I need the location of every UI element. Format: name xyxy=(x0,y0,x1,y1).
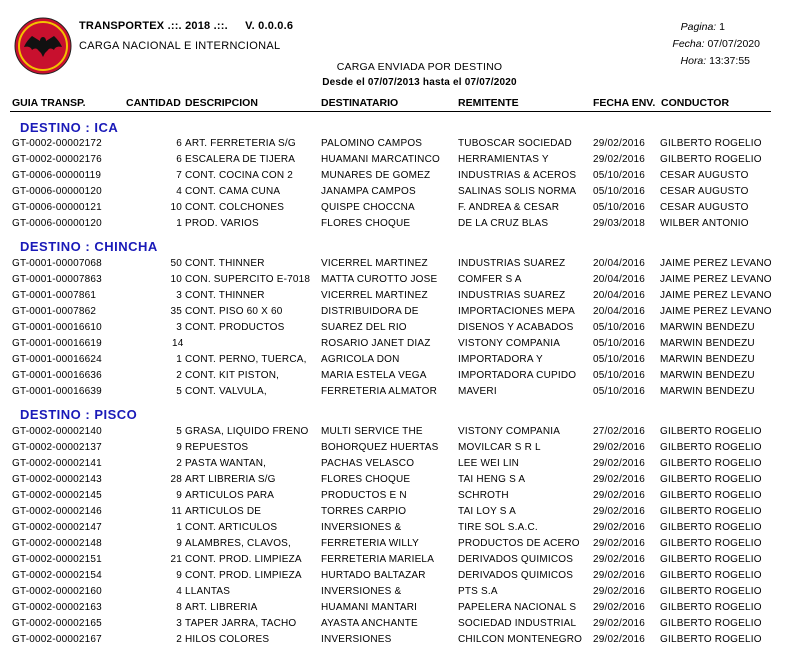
group-title-chincha: DESTINO : CHINCHA xyxy=(20,239,158,254)
cell-guia: GT-0002-00002148 xyxy=(12,538,102,549)
cell-cantidad: 21 xyxy=(170,554,182,565)
cell-remitente: SCHROTH xyxy=(458,490,509,501)
cell-fecha: 20/04/2016 xyxy=(593,274,646,285)
table-row xyxy=(0,218,785,233)
cell-descripcion: ARTICULOS DE xyxy=(185,506,262,517)
table-row xyxy=(0,474,785,489)
cell-destinatario: FLORES CHOQUE xyxy=(321,218,411,229)
cell-destinatario: TORRES CARPIO xyxy=(321,506,407,517)
table-row xyxy=(0,338,785,353)
cell-destinatario: DISTRIBUIDORA DE xyxy=(321,306,419,317)
cell-fecha: 20/04/2016 xyxy=(593,258,646,269)
app-version: V. 0.0.0.6 xyxy=(245,20,294,32)
cell-fecha: 05/10/2016 xyxy=(593,338,646,349)
cell-conductor: GILBERTO ROGELIO xyxy=(660,458,762,469)
cell-cantidad: 7 xyxy=(176,170,182,181)
cell-cantidad: 3 xyxy=(176,618,182,629)
table-row xyxy=(0,138,785,153)
cell-descripcion: CONT. PERNO, TUERCA, xyxy=(185,354,307,365)
cell-guia: GT-0002-00002172 xyxy=(12,138,102,149)
cell-conductor: MARWIN BENDEZU xyxy=(660,386,755,397)
cell-destinatario: PALOMINO CAMPOS xyxy=(321,138,423,149)
col-cantidad: CANTIDAD xyxy=(126,97,181,109)
cell-cantidad: 1 xyxy=(176,354,182,365)
cell-conductor: GILBERTO ROGELIO xyxy=(660,522,762,533)
cell-descripcion: ARTICULOS PARA xyxy=(185,490,275,501)
cell-conductor: MARWIN BENDEZU xyxy=(660,354,755,365)
table-row xyxy=(0,258,785,273)
cell-guia: GT-0002-00002143 xyxy=(12,474,102,485)
col-destinatario: DESTINATARIO xyxy=(321,97,399,109)
table-row xyxy=(0,570,785,585)
cell-remitente: TUBOSCAR SOCIEDAD xyxy=(458,138,572,149)
cell-remitente: SOCIEDAD INDUSTRIAL xyxy=(458,618,577,629)
cell-descripcion: CONT. COLCHONES xyxy=(185,202,285,213)
cell-cantidad: 4 xyxy=(176,186,182,197)
cell-descripcion: CONT. THINNER xyxy=(185,290,265,301)
cell-fecha: 29/02/2016 xyxy=(593,474,646,485)
cell-conductor: MARWIN BENDEZU xyxy=(660,322,755,333)
cell-fecha: 29/02/2016 xyxy=(593,602,646,613)
cell-fecha: 29/02/2016 xyxy=(593,458,646,469)
cell-destinatario: JANAMPA CAMPOS xyxy=(321,186,416,197)
table-row xyxy=(0,322,785,337)
table-row xyxy=(0,154,785,169)
cell-guia: GT-0001-00016619 xyxy=(12,338,102,349)
group-title-pisco: DESTINO : PISCO xyxy=(20,407,138,422)
cell-conductor: JAIME PEREZ LEVANO xyxy=(660,290,772,301)
cell-destinatario: FERRETERIA WILLY xyxy=(321,538,420,549)
cell-guia: GT-0006-00000119 xyxy=(12,170,102,181)
cell-cantidad: 9 xyxy=(176,570,182,581)
table-row xyxy=(0,458,785,473)
cell-descripcion: CON. SUPERCITO E-7018 xyxy=(185,274,311,285)
cell-descripcion: CONT. PROD. LIMPIEZA xyxy=(185,554,302,565)
cell-cantidad: 11 xyxy=(171,506,182,517)
cell-descripcion: CONT. PISO 60 X 60 xyxy=(185,306,283,317)
page-value: 1 xyxy=(719,21,725,33)
cell-conductor: GILBERTO ROGELIO xyxy=(660,538,762,549)
cell-guia: GT-0002-00002140 xyxy=(12,426,102,437)
cell-cantidad: 5 xyxy=(176,426,182,437)
cell-descripcion: HILOS COLORES xyxy=(185,634,270,645)
cell-cantidad: 35 xyxy=(170,306,182,317)
cell-remitente: TAI HENG S A xyxy=(458,474,526,485)
cell-conductor: CESAR AUGUSTO xyxy=(660,202,749,213)
cell-conductor: GILBERTO ROGELIO xyxy=(660,570,762,581)
cell-destinatario: INVERSIONES & xyxy=(321,586,402,597)
cell-conductor: MARWIN BENDEZU xyxy=(660,338,755,349)
cell-fecha: 29/02/2016 xyxy=(593,570,646,581)
table-row xyxy=(0,170,785,185)
cell-destinatario: PACHAS VELASCO xyxy=(321,458,415,469)
cell-conductor: CESAR AUGUSTO xyxy=(660,170,749,181)
cell-fecha: 29/02/2016 xyxy=(593,538,646,549)
cell-destinatario: HUAMANI MARCATINCO xyxy=(321,154,440,165)
col-remitente: REMITENTE xyxy=(458,97,519,109)
cell-fecha: 29/02/2016 xyxy=(593,490,646,501)
table-row xyxy=(0,386,785,401)
cell-conductor: WILBER ANTONIO xyxy=(660,218,749,229)
cell-destinatario: VICERREL MARTINEZ xyxy=(321,258,428,269)
cell-descripcion: CONT. ARTICULOS xyxy=(185,522,278,533)
cell-descripcion: ESCALERA DE TIJERA xyxy=(185,154,296,165)
cell-descripcion: PASTA WANTAN, xyxy=(185,458,267,469)
cell-cantidad: 2 xyxy=(176,458,182,469)
group-title-ica: DESTINO : ICA xyxy=(20,120,119,135)
cell-fecha: 27/02/2016 xyxy=(593,426,646,437)
cell-guia: GT-0001-00007863 xyxy=(12,274,102,285)
cell-fecha: 05/10/2016 xyxy=(593,202,646,213)
cell-fecha: 05/10/2016 xyxy=(593,386,646,397)
cell-cantidad: 6 xyxy=(176,138,182,149)
cell-remitente: DERIVADOS QUIMICOS xyxy=(458,570,574,581)
cell-guia: GT-0001-00007068 xyxy=(12,258,102,269)
cell-guia: GT-0006-00000120 xyxy=(12,218,102,229)
cell-descripcion: PROD. VARIOS xyxy=(185,218,259,229)
cell-conductor: CESAR AUGUSTO xyxy=(660,186,749,197)
cell-cantidad: 1 xyxy=(176,522,182,533)
cell-remitente: INDUSTRIAS SUAREZ xyxy=(458,290,566,301)
cell-guia: GT-0001-00016624 xyxy=(12,354,102,365)
cell-descripcion: TAPER JARRA, TACHO xyxy=(185,618,297,629)
cell-cantidad: 50 xyxy=(170,258,182,269)
cell-fecha: 29/02/2016 xyxy=(593,506,646,517)
column-headers xyxy=(0,97,785,111)
cell-cantidad: 10 xyxy=(170,274,182,285)
cell-conductor: GILBERTO ROGELIO xyxy=(660,442,762,453)
cell-guia: GT-0001-0007861 xyxy=(12,290,97,301)
cell-guia: GT-0002-00002147 xyxy=(12,522,102,533)
date-label: Fecha: xyxy=(672,38,705,50)
cell-remitente: TIRE SOL S.A.C. xyxy=(458,522,538,533)
cell-remitente: SALINAS SOLIS NORMA xyxy=(458,186,577,197)
table-row xyxy=(0,602,785,617)
cell-conductor: JAIME PEREZ LEVANO xyxy=(660,306,772,317)
cell-conductor: GILBERTO ROGELIO xyxy=(660,506,762,517)
cell-remitente: VISTONY COMPAÑIA xyxy=(458,426,561,437)
time-value: 13:37:55 xyxy=(709,55,750,67)
cell-fecha: 05/10/2016 xyxy=(593,370,646,381)
cell-remitente: IMPORTADORA Y xyxy=(458,354,543,365)
cell-guia: GT-0001-0007862 xyxy=(12,306,97,317)
cell-conductor: GILBERTO ROGELIO xyxy=(660,426,762,437)
cell-remitente: VISTONY COMPAÑIA xyxy=(458,338,561,349)
cell-descripcion: REPUESTOS xyxy=(185,442,249,453)
cell-cantidad: 14 xyxy=(172,338,184,349)
cell-cantidad: 10 xyxy=(170,202,182,213)
cell-guia: GT-0001-00016639 xyxy=(12,386,102,397)
table-row xyxy=(0,538,785,553)
table-row xyxy=(0,490,785,505)
cell-remitente: INDUSTRIAS SUAREZ xyxy=(458,258,566,269)
cell-destinatario: INVERSIONES xyxy=(321,634,392,645)
col-guia: GUIA TRANSP. xyxy=(12,97,86,109)
cell-destinatario: MATTA CUROTTO JOSE xyxy=(321,274,438,285)
cell-descripcion: CONT. THINNER xyxy=(185,258,265,269)
cell-fecha: 29/02/2016 xyxy=(593,634,646,645)
cell-remitente: MOVILCAR S R L xyxy=(458,442,541,453)
cell-conductor: GILBERTO ROGELIO xyxy=(660,602,762,613)
cell-conductor: GILBERTO ROGELIO xyxy=(660,490,762,501)
table-row xyxy=(0,186,785,201)
cell-remitente: DERIVADOS QUIMICOS xyxy=(458,554,574,565)
cell-cantidad: 9 xyxy=(176,490,182,501)
cell-conductor: GILBERTO ROGELIO xyxy=(660,138,762,149)
cell-conductor: GILBERTO ROGELIO xyxy=(660,554,762,565)
cell-guia: GT-0002-00002167 xyxy=(12,634,102,645)
cell-remitente: CHILCON MONTENEGRO xyxy=(458,634,583,645)
cell-guia: GT-0006-00000121 xyxy=(12,202,102,213)
cell-remitente: PRODUCTOS DE ACERO xyxy=(458,538,580,549)
cell-remitente: INDUSTRIAS & ACEROS xyxy=(458,170,577,181)
cell-destinatario: AGRICOLA DON xyxy=(321,354,400,365)
cell-destinatario: HUAMANI MANTARI xyxy=(321,602,418,613)
cell-guia: GT-0002-00002145 xyxy=(12,490,102,501)
cell-conductor: GILBERTO ROGELIO xyxy=(660,154,762,165)
company-name xyxy=(79,20,293,32)
cell-remitente: PAPELERA NACIONAL S xyxy=(458,602,577,613)
date-value: 07/07/2020 xyxy=(707,38,760,50)
cell-destinatario: MARIA ESTELA VEGA xyxy=(321,370,427,381)
cell-guia: GT-0002-00002163 xyxy=(12,602,102,613)
cell-remitente: HERRAMIENTAS Y xyxy=(458,154,549,165)
cell-remitente: PTS S.A xyxy=(458,586,498,597)
cell-conductor: GILBERTO ROGELIO xyxy=(660,586,762,597)
cell-descripcion: CONT. COCINA CON 2 xyxy=(185,170,294,181)
cell-descripcion: ART. LIBRERIA xyxy=(185,602,258,613)
cell-guia: GT-0001-00016636 xyxy=(12,370,102,381)
cell-fecha: 29/02/2016 xyxy=(593,554,646,565)
cell-remitente: COMFER S A xyxy=(458,274,522,285)
table-row xyxy=(0,522,785,537)
cell-fecha: 29/02/2016 xyxy=(593,618,646,629)
table-row xyxy=(0,370,785,385)
table-row xyxy=(0,290,785,305)
cell-fecha: 05/10/2016 xyxy=(593,170,646,181)
company-title: TRANSPORTEX .::. 2018 .::. xyxy=(79,20,228,32)
cell-remitente: F. ANDREA & CESAR xyxy=(458,202,560,213)
cell-conductor: GILBERTO ROGELIO xyxy=(660,474,762,485)
cell-guia: GT-0002-00002154 xyxy=(12,570,102,581)
cell-remitente: TAI LOY S A xyxy=(458,506,516,517)
cell-fecha: 29/03/2018 xyxy=(593,218,646,229)
col-conductor: CONDUCTOR xyxy=(661,97,730,109)
cell-remitente: IMPORTACIONES MEPA xyxy=(458,306,575,317)
cell-fecha: 29/02/2016 xyxy=(593,522,646,533)
cell-fecha: 29/02/2016 xyxy=(593,442,646,453)
cell-descripcion: ART LIBRERIA S/G xyxy=(185,474,276,485)
cell-cantidad: 5 xyxy=(176,386,182,397)
cell-descripcion: CONT. CAMA CUNA xyxy=(185,186,281,197)
cell-cantidad: 28 xyxy=(170,474,182,485)
cell-destinatario: BOHORQUEZ HUERTAS xyxy=(321,442,439,453)
cell-destinatario: INVERSIONES & xyxy=(321,522,402,533)
cell-guia: GT-0002-00002165 xyxy=(12,618,102,629)
cell-cantidad: 4 xyxy=(176,586,182,597)
cell-cantidad: 9 xyxy=(176,538,182,549)
cell-descripcion: CONT. PROD. LIMPIEZA xyxy=(185,570,302,581)
cell-descripcion: CONT. PRODUCTOS xyxy=(185,322,285,333)
cell-destinatario: PRODUCTOS E N xyxy=(321,490,407,501)
page-number xyxy=(600,21,760,33)
report-range: Desde el 07/07/2013 hasta el 07/07/2020 xyxy=(322,77,517,88)
cell-destinatario: FERRETERIA MARIELA xyxy=(321,554,435,565)
table-row xyxy=(0,506,785,521)
cell-cantidad: 3 xyxy=(176,290,182,301)
cell-guia: GT-0006-00000120 xyxy=(12,186,102,197)
report-date xyxy=(600,38,760,50)
cell-descripcion: CONT. VALVULA, xyxy=(185,386,267,397)
cell-guia: GT-0001-00016610 xyxy=(12,322,102,333)
cell-descripcion: LLANTAS xyxy=(185,586,231,597)
cell-conductor: GILBERTO ROGELIO xyxy=(660,618,762,629)
cell-destinatario: AYASTA ANCHANTE xyxy=(321,618,418,629)
page-label: Pagina: xyxy=(680,21,717,33)
cell-descripcion: GRASA, LIQUIDO FRENO xyxy=(185,426,309,437)
report-title: CARGA ENVIADA POR DESTINO xyxy=(336,61,503,73)
table-row xyxy=(0,354,785,369)
table-row xyxy=(0,442,785,457)
col-descripcion: DESCRIPCION xyxy=(185,97,258,109)
cell-cantidad: 8 xyxy=(176,602,182,613)
cell-cantidad: 2 xyxy=(176,634,182,645)
cell-guia: GT-0002-00002137 xyxy=(12,442,102,453)
cell-descripcion: ART. FERRETERIA S/G xyxy=(185,138,296,149)
cell-remitente: MAVERI xyxy=(458,386,497,397)
cell-cantidad: 2 xyxy=(176,370,182,381)
table-row xyxy=(0,274,785,289)
cell-fecha: 05/10/2016 xyxy=(593,186,646,197)
time-label: Hora: xyxy=(680,55,707,67)
cell-conductor: JAIME PEREZ LEVANO xyxy=(660,258,772,269)
cell-cantidad: 3 xyxy=(176,322,182,333)
cell-destinatario: ROSARIO JANET DIAZ xyxy=(321,338,431,349)
cell-fecha: 20/04/2016 xyxy=(593,290,646,301)
cell-conductor: JAIME PEREZ LEVANO xyxy=(660,274,772,285)
table-row xyxy=(0,306,785,321)
header-divider xyxy=(10,111,771,112)
cell-guia: GT-0002-00002160 xyxy=(12,586,102,597)
cell-descripcion: ALAMBRES, CLAVOS, xyxy=(185,538,292,549)
cell-remitente: IMPORTADORA CUPIDO xyxy=(458,370,577,381)
cell-cantidad: 6 xyxy=(176,154,182,165)
cell-descripcion: CONT. KIT PISTON, xyxy=(185,370,280,381)
cell-guia: GT-0002-00002141 xyxy=(12,458,102,469)
cell-fecha: 20/04/2016 xyxy=(593,306,646,317)
cell-fecha: 29/02/2016 xyxy=(593,154,646,165)
cell-destinatario: HURTADO BALTAZAR xyxy=(321,570,426,581)
cell-destinatario: SUAREZ DEL RIO xyxy=(321,322,407,333)
cell-guia: GT-0002-00002151 xyxy=(12,554,102,565)
table-row xyxy=(0,554,785,569)
cell-cantidad: 1 xyxy=(176,218,182,229)
cell-conductor: MARWIN BENDEZU xyxy=(660,370,755,381)
cell-fecha: 05/10/2016 xyxy=(593,354,646,365)
cell-cantidad: 9 xyxy=(176,442,182,453)
cell-remitente: DE LA CRUZ BLAS xyxy=(458,218,549,229)
cell-destinatario: FERRETERIA ALMATOR xyxy=(321,386,438,397)
cell-guia: GT-0002-00002146 xyxy=(12,506,102,517)
company-subtitle: CARGA NACIONAL E INTERNCIONAL xyxy=(79,40,281,52)
cell-remitente: DISEÑOS Y ACABADOS xyxy=(458,322,574,333)
cell-conductor: GILBERTO ROGELIO xyxy=(660,634,762,645)
cell-destinatario: QUISPE CHOCCÑA xyxy=(321,202,415,213)
table-row xyxy=(0,634,785,649)
table-row xyxy=(0,202,785,217)
cell-fecha: 05/10/2016 xyxy=(593,322,646,333)
cell-destinatario: VICERREL MARTINEZ xyxy=(321,290,428,301)
cell-guia: GT-0002-00002176 xyxy=(12,154,102,165)
cell-destinatario: MUNARES DE GOMEZ xyxy=(321,170,431,181)
cell-fecha: 29/02/2016 xyxy=(593,138,646,149)
table-row xyxy=(0,586,785,601)
cell-remitente: LEE WEI LIN xyxy=(458,458,520,469)
cell-destinatario: FLORES CHOQUE xyxy=(321,474,411,485)
table-row xyxy=(0,618,785,633)
col-fecha: FECHA ENV. xyxy=(593,97,656,109)
cell-fecha: 29/02/2016 xyxy=(593,586,646,597)
cell-destinatario: MULTI SERVICE THE xyxy=(321,426,423,437)
table-row xyxy=(0,426,785,441)
